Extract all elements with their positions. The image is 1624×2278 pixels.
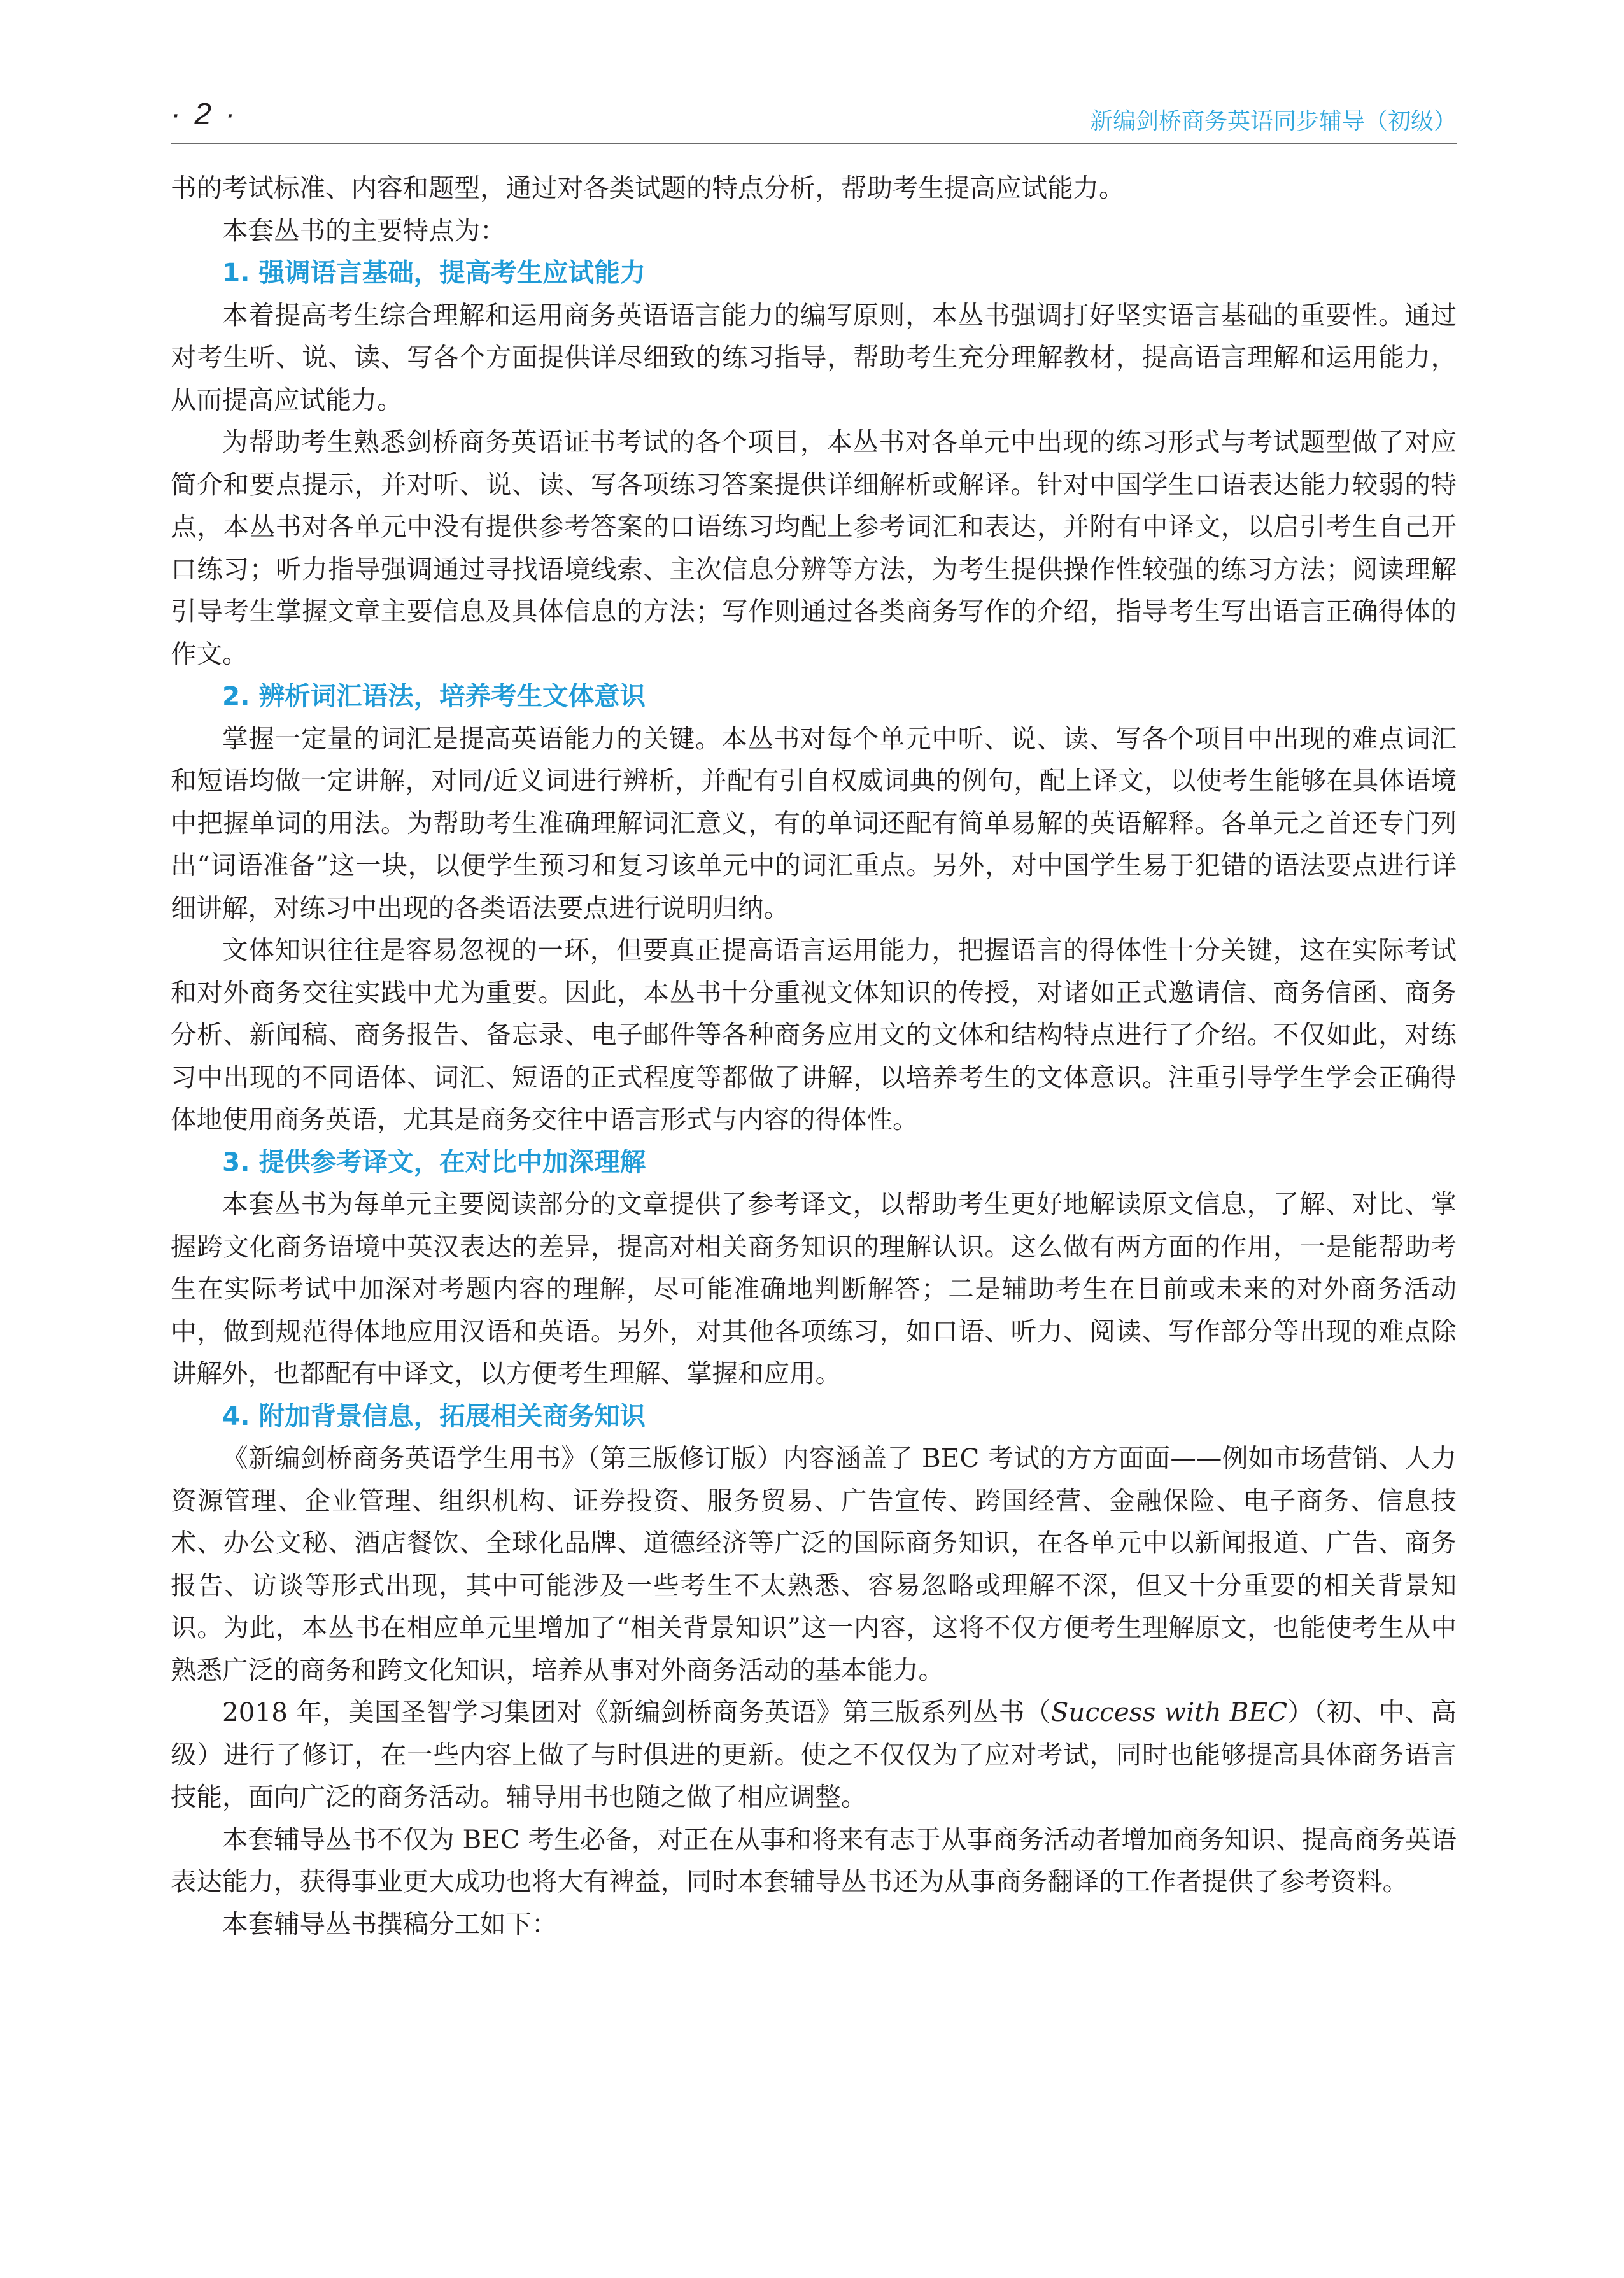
page-header xyxy=(171,89,1457,146)
paragraph: 本着提高考生综合理解和运用商务英语语言能力的编写原则，本丛书强调打好坚实语言基础的重要性。通过对考生听、说、读、写各个方面提供详尽细致的练习指导，帮助考生充分理解教材，提高语言理解和运用能力，从而提高应试能力。 xyxy=(171,299,1457,415)
body-text xyxy=(171,167,1457,1945)
paragraph-continuation: 书的考试标准、内容和题型，通过对各类试题的特点分析，帮助考生提高应试能力。 xyxy=(171,173,1125,203)
paragraph-features-intro: 本套丛书的主要特点为： xyxy=(222,215,506,246)
paragraph: 《新编剑桥商务英语学生用书》（第三版修订版）内容涵盖了 BEC 考试的方方面面——例如市场营销、人力资源管理、企业管理、组织机构、证券投资、服务贸易、广告宣传、跨国经营、金融保险、电子商务、信息技术、办公文秘、酒店餐饮、全球化品牌、道德经济等广泛的国际商务知识，在各单元中以新闻报道、广告、商务报告、访谈等形式出现，其中可能涉及一些考生不太熟悉、容易忽略或理解不深，但又十分重要的相关背景知识。为此，本丛书在相应单元里增加了“相关背景知识”这一内容，这将不仅方便考生理解原文，也能使考生从中熟悉广泛的商务和跨文化知识，培养从事对外商务活动的基本能力。 xyxy=(171,1443,1457,1685)
page-number: · 2 · xyxy=(171,97,238,131)
paragraph: 文体知识往往是容易忽视的一环，但要真正提高语言运用能力，把握语言的得体性十分关键，这在实际考试和对外商务交往实践中尤为重要。因此，本丛书十分重视文体知识的传授，对诸如正式邀请信、商务信函、商务分析、新闻稿、商务报告、备忘录、电子邮件等各种商务应用文的文体和结构特点进行了介绍。不仅如此，对练习中出现的不同语体、词汇、短语的正式程度等都做了讲解，以培养考生的文体意识。注重引导学生学会正确得体地使用商务英语，尤其是商务交往中语言形式与内容的得体性。 xyxy=(171,935,1457,1135)
paragraph-text: ）（初、中、高级）进行了修订，在一些内容上做了与时俱进的更新。使之不仅仅为了应对考试，同时也能够提高具体商务语言技能，面向广泛的商务活动。辅导用书也随之做了相应调整。 xyxy=(171,1697,1457,1812)
paragraph: 为帮助考生熟悉剑桥商务英语证书考试的各个项目，本丛书对各单元中出现的练习形式与考试题型做了对应简介和要点提示，并对听、说、读、写各项练习答案提供详细解析或解译。针对中国学生口语表达能力较弱的特点，本丛书对各单元中没有提供参考答案的口语练习均配上参考词汇和表达，并附有中译文，以启引考生自己开口练习；听力指导强调通过寻找语境线索、主次信息分辨等方法，为考生提供操作性较强的练习方法；阅读理解引导考生掌握文章主要信息及具体信息的方法；写作则通过各类商务写作的介绍，指导考生写出语言正确得体的作文。 xyxy=(171,427,1457,669)
paragraph-revision-note xyxy=(171,1691,1457,1818)
section-heading-3: 3. 提供参考译文，在对比中加深理解 xyxy=(222,1146,646,1177)
running-title: 新编剑桥商务英语同步辅导（初级） xyxy=(1089,108,1457,134)
paragraph: 本套丛书为每单元主要阅读部分的文章提供了参考译文，以帮助考生更好地解读原文信息，了解、对比、掌握跨文化商务语境中英汉表达的差异，提高对相关商务知识的理解认识。这么做有两方面的作用，一是能帮助考生在实际考试中加深对考题内容的理解，尽可能准确地判断解答；二是辅助考生在目前或未来的对外商务活动中，做到规范得体地应用汉语和英语。另外，对其他各项练习，如口语、听力、阅读、写作部分等出现的难点除讲解外，也都配有中译文，以方便考生理解、掌握和应用。 xyxy=(171,1189,1457,1389)
header-divider xyxy=(171,143,1457,144)
paragraph-authors-intro: 本套辅导丛书撰稿分工如下： xyxy=(222,1908,558,1939)
section-heading-2: 2. 辨析词汇语法，培养考生文体意识 xyxy=(222,681,646,711)
section-heading-4: 4. 附加背景信息，拓展相关商务知识 xyxy=(222,1400,646,1431)
section-heading-1: 1. 强调语言基础，提高考生应试能力 xyxy=(222,257,646,288)
book-title-italic: Success with BEC xyxy=(1050,1697,1288,1727)
paragraph-text: 2018 年，美国圣智学习集团对《新编剑桥商务英语》第三版系列丛书（ xyxy=(222,1697,1051,1727)
paragraph: 掌握一定量的词汇是提高英语能力的关键。本丛书对每个单元中听、说、读、写各个项目中出现的难点词汇和短语均做一定讲解，对同/近义词进行辨析，并配有引自权威词典的例句，配上译文，以使考生能够在具体语境中把握单词的用法。为帮助考生准确理解词汇意义，有的单词还配有简单易解的英语解释。各单元之首还专门列出“词语准备”这一块，以便学生预习和复习该单元中的词汇重点。另外，对中国学生易于犯错的语法要点进行详细讲解，对练习中出现的各类语法要点进行说明归纳。 xyxy=(171,723,1457,923)
paragraph: 本套辅导丛书不仅为 BEC 考生必备，对正在从事和将来有志于从事商务活动者增加商务知识、提高商务英语表达能力，获得事业更大成功也将大有裨益，同时本套辅导丛书还为从事商务翻译的工作者提供了参考资料。 xyxy=(171,1823,1457,1897)
